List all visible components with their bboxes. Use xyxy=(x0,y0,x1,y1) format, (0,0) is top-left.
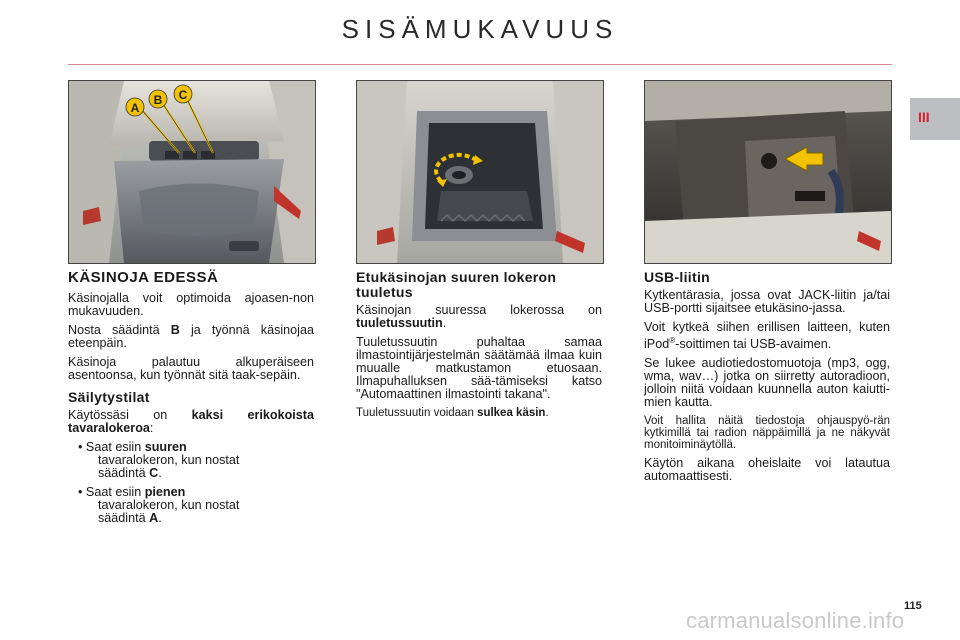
storage-intro: Käytössäsi on kaksi erikokoista tavaralokeroa: xyxy=(68,408,314,435)
armrest-photo xyxy=(68,80,316,264)
svg-text:B: B xyxy=(153,93,163,107)
vent-paragraph-3: Tuuletussuutin voidaan sulkea käsin. xyxy=(356,407,549,419)
armrest-paragraph-1: Käsinojalla voit optimoida ajoasen-non mukavuuden. xyxy=(68,291,314,318)
usb-port-photo xyxy=(644,80,892,264)
page-title: SISÄMUKAVUUS xyxy=(341,14,619,44)
storage-subheading: Säilytystilat xyxy=(68,389,150,405)
armrest-paragraph-3: Käsinoja palautuu alkuperäiseen asentoonsa, kun työnnät sitä taak-sepäin. xyxy=(68,355,314,382)
storage-list xyxy=(68,441,314,525)
callout-c xyxy=(174,85,192,103)
vent-paragraph-2: Tuuletussuutin puhaltaa samaa ilmastointijärjestelmän säätämää ilmaa kuin muualle matkustamon etuosaan. Ilmapuhalluksen sää-tämiseksi katso "Automaattinen ilmastointi takana". xyxy=(356,335,602,401)
compartment-vent-photo xyxy=(356,80,604,264)
svg-text:C: C xyxy=(178,88,188,102)
usb-paragraph-1: Kytkentärasia, jossa ovat JACK-liitin ja/tai USB-portti sijaitsee etukäsino-jassa. xyxy=(644,288,890,315)
usb-heading: USB-liitin xyxy=(644,269,710,285)
armrest-section xyxy=(68,270,314,531)
chapter-tab-label: III xyxy=(918,109,930,125)
usb-section xyxy=(644,270,890,489)
callout-b xyxy=(149,90,167,108)
list-item: • Saat esiin pienen tavaralokeron, kun nostat säädintä A. xyxy=(78,485,240,525)
armrest-heading: KÄSINOJA EDESSÄ xyxy=(68,269,219,286)
usb-paragraph-5: Käytön aikana oheislaite voi latautua automaattisesti. xyxy=(644,456,890,484)
usb-paragraph-4: Voit hallita näitä tiedostoja ohjauspyö-rän kytkimillä tai radion näppäimillä ja ne näkyvät monitoiminäytöllä. xyxy=(644,415,890,452)
usb-paragraph-2: Voit kytkeä siihen erillisen laitteen, kuten iPod®-soittimen tai USB-avaimen. xyxy=(644,320,890,352)
callout-a xyxy=(126,98,144,116)
list-item: • Saat esiin suuren tavaralokeron, kun nostat säädintä C. xyxy=(78,440,240,480)
armrest-paragraph-2: Nosta säädintä B ja työnnä käsinojaa eteenpäin. xyxy=(68,323,314,350)
page-number: 115 xyxy=(904,600,922,612)
watermark[interactable]: carmanualsonline.info xyxy=(686,608,905,633)
svg-text:A: A xyxy=(130,101,140,115)
vent-paragraph-1: Käsinojan suuressa lokerossa on tuuletussuutin. xyxy=(356,303,602,330)
vent-section xyxy=(356,270,602,425)
usb-paragraph-3: Se lukee audiotiedostomuotoja (mp3, ogg, wma, wav…) jotka on siirretty autoradioon, jolloin niitä voidaan kuunnella auton kaiutti-mien kautta. xyxy=(644,356,890,410)
title-divider xyxy=(68,64,892,65)
chapter-tab[interactable] xyxy=(910,98,960,140)
vent-heading: Etukäsinojan suuren lokeron tuuletus xyxy=(356,269,557,300)
